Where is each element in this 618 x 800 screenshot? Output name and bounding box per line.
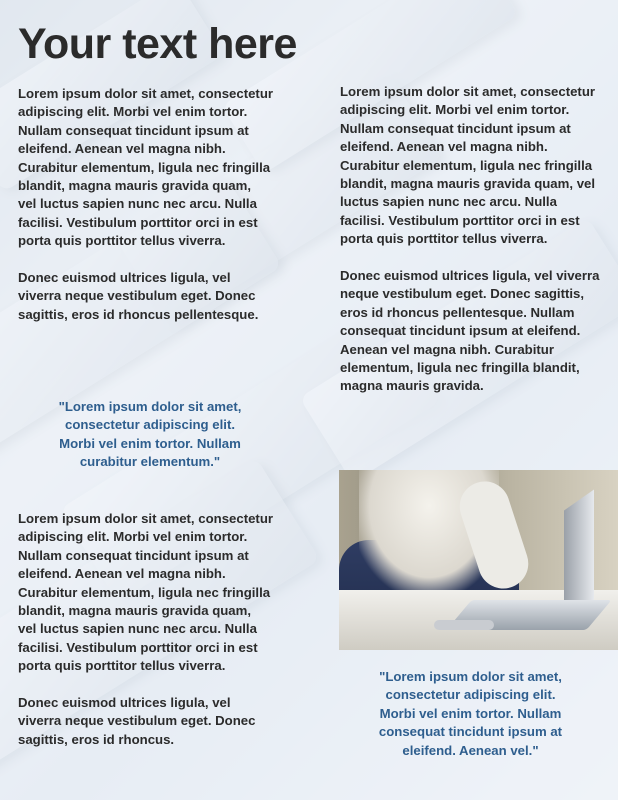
pull-quote: "Lorem ipsum dolor sit amet, consectetur adipiscing elit. Morbi vel enim tortor. Nullam consequat tincidunt ipsum at eleifend. Aenean vel." — [378, 669, 563, 758]
right-column — [340, 83, 600, 396]
paragraph: Lorem ipsum dolor sit amet, consectetur adipiscing elit. Morbi vel enim tortor. Nullam consequat tincidunt ipsum at eleifend. Aenean vel magna nibh. Curabitur elementum, ligula nec fringilla blandit, magna mauris gravida quam, vel luctus sapien nunc nec arcu. Nulla facilisi. Vestibulum porttitor orci in est porta quis porttitor tellus viverra. — [340, 84, 596, 247]
paragraph: Lorem ipsum dolor sit amet, consectetur adipiscing elit. Morbi vel enim tortor. Nullam consequat tincidunt ipsum at eleifend. Aenean vel magna nibh. Curabitur elementum, ligula nec fringilla blandit, magna mauris gravida quam, vel luctus sapien nunc nec arcu. Nulla facilisi. Vestibulum porttitor orci in est porta quis porttitor tellus viverra. — [18, 511, 274, 674]
paragraph: Donec euismod ultrices ligula, vel viverra neque vestibulum eget. Donec sagittis, eros id rhoncus. — [18, 695, 256, 747]
paragraph: Lorem ipsum dolor sit amet, consectetur adipiscing elit. Morbi vel enim tortor. Nullam consequat tincidunt ipsum at eleifend. Aenean vel magna nibh. Curabitur elementum, ligula nec fringilla blandit, magna mauris gravida quam, vel luctus sapien nunc nec arcu. Nulla facilisi. Vestibulum porttitor orci in est porta quis porttitor tellus viverra. — [18, 86, 274, 249]
pull-quote: "Lorem ipsum dolor sit amet, consectetur adipiscing elit. Morbi vel enim tortor. Nullam curabitur elementum." — [58, 399, 242, 470]
laptop-photo — [339, 470, 618, 650]
paragraph: Donec euismod ultrices ligula, vel viverra neque vestibulum eget. Donec sagittis, eros id rhoncus pellentesque. — [18, 270, 259, 322]
paragraph: Donec euismod ultrices ligula, vel viverra neque vestibulum eget. Donec sagittis, eros id rhoncus pellentesque. Nullam consequat tincidunt ipsum at eleifend. Aenean vel magna nibh. Curabitur elementum, ligula nec fringilla blandit, magna mauris gravida. — [340, 268, 600, 394]
page-title: Your text here — [18, 20, 297, 68]
left-column-bottom — [18, 510, 273, 749]
left-column-top — [18, 85, 273, 324]
